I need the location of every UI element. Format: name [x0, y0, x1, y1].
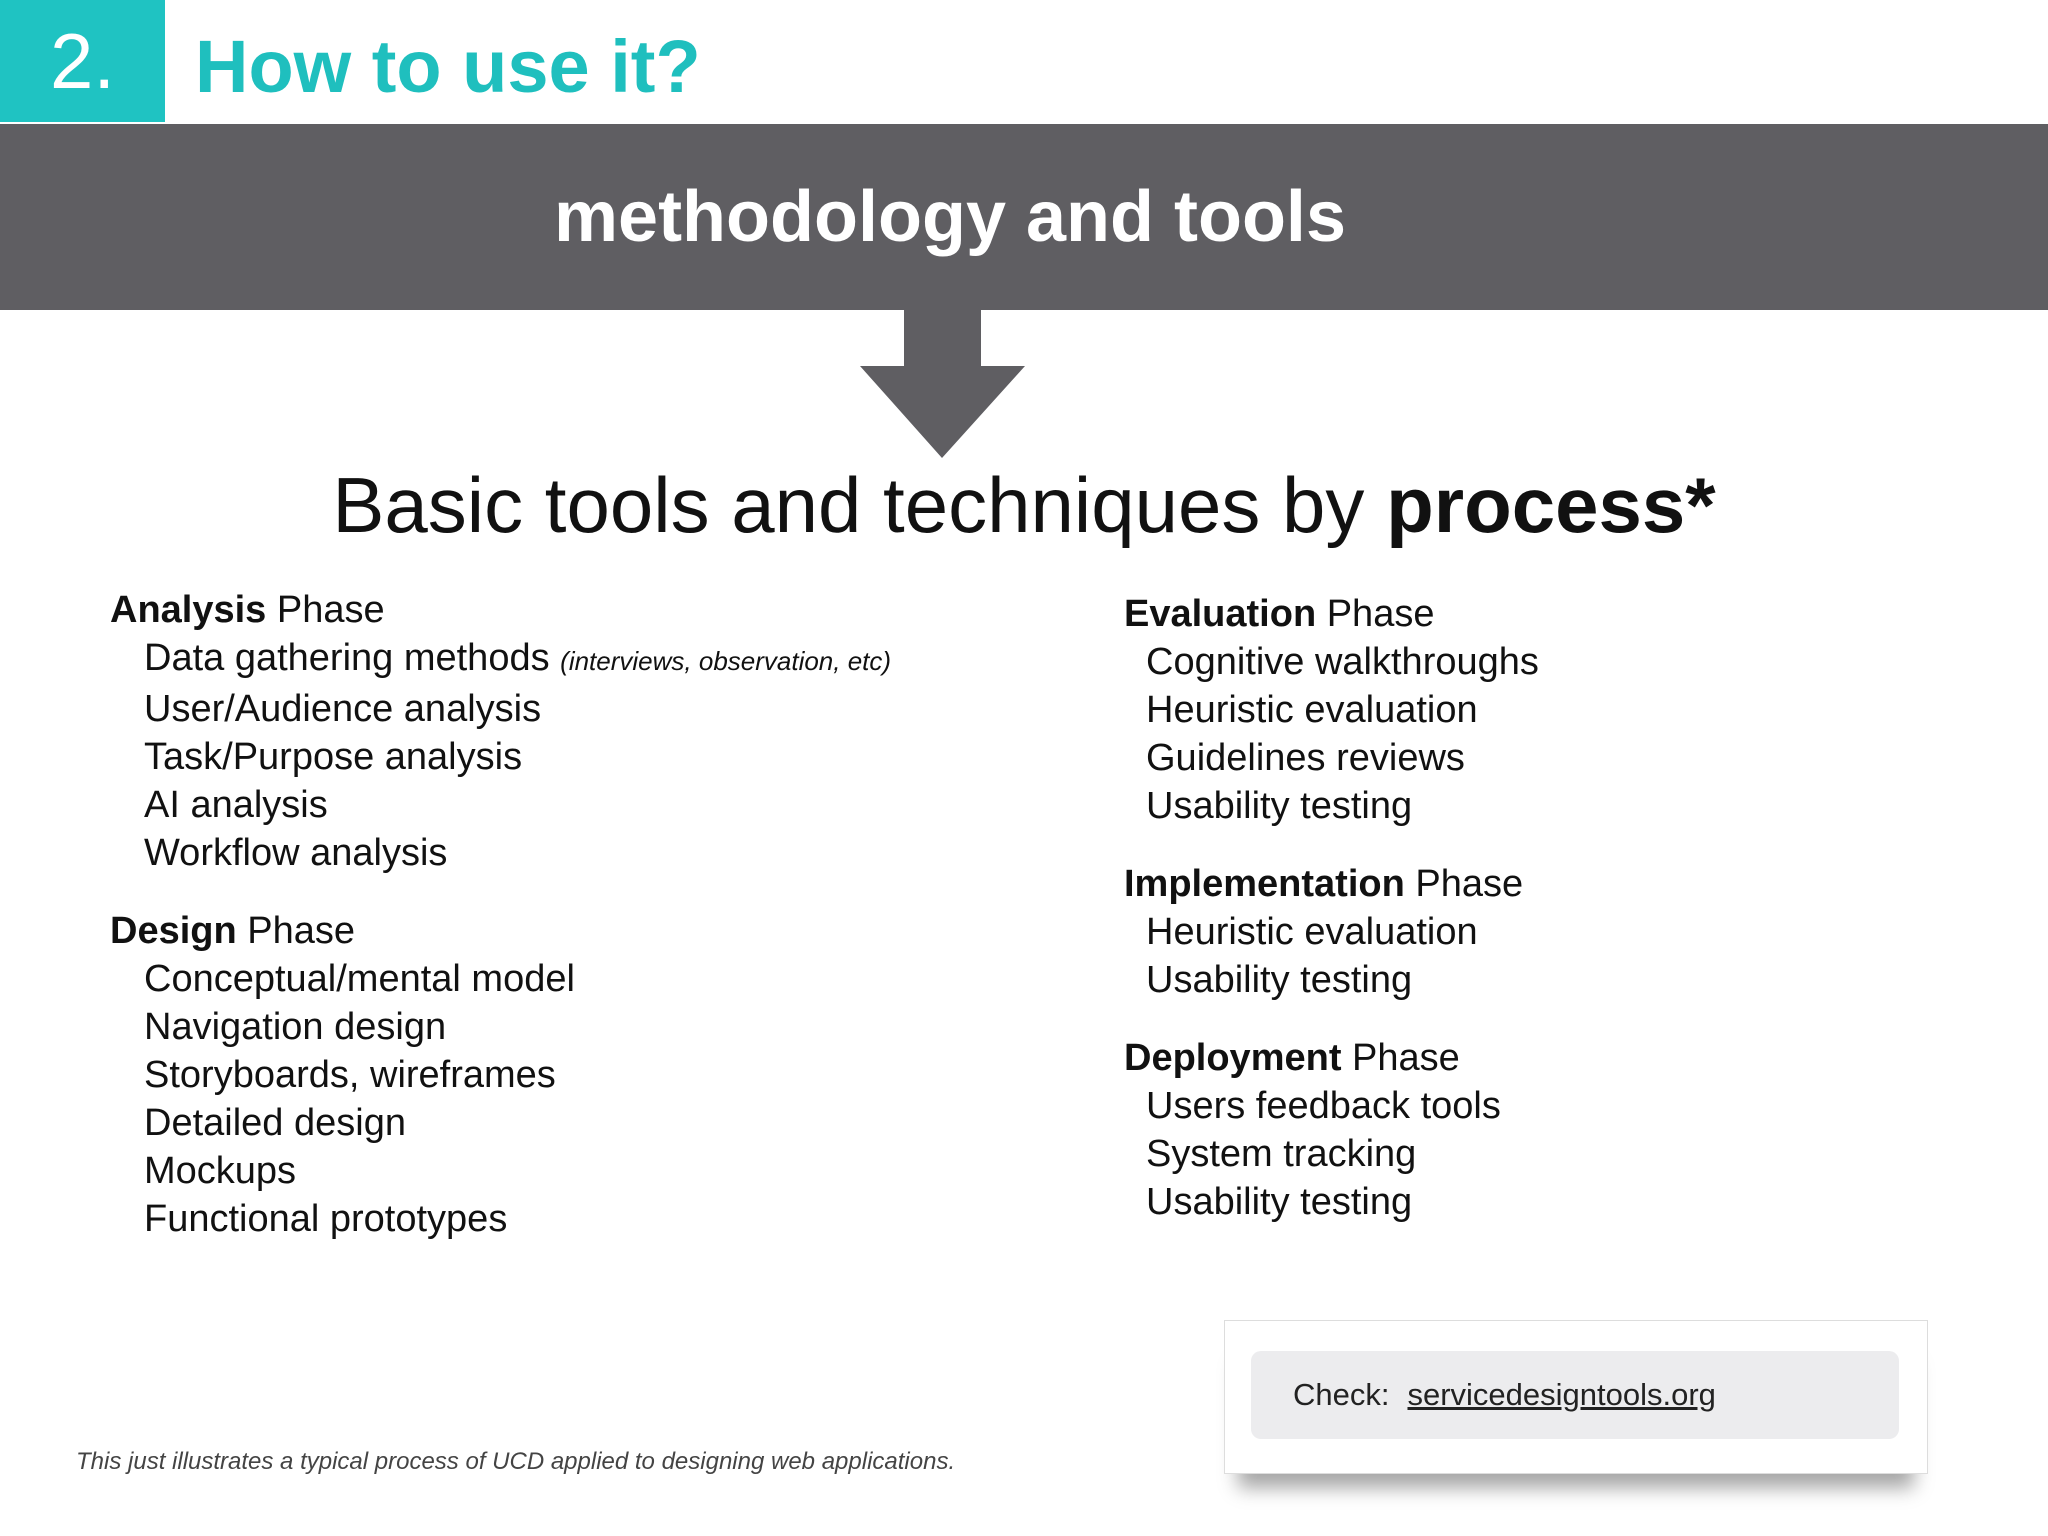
list-item: Conceptual/mental model [144, 958, 575, 1000]
phase-heading [110, 907, 891, 955]
phase-name: Implementation [1124, 863, 1405, 905]
check-card-inner [1251, 1351, 1899, 1439]
list-item: Users feedback tools [1146, 1085, 1501, 1127]
phase-name: Design [110, 910, 237, 952]
list-item: Usability testing [1146, 785, 1413, 827]
list-item: Navigation design [144, 1006, 447, 1048]
item-text: Data gathering methods [144, 637, 561, 679]
footnote: This just illustrates a typical process of UCD applied to designing web applications. [76, 1448, 956, 1475]
page-title: How to use it? [195, 25, 701, 108]
phase-heading [1124, 860, 1539, 908]
list-item: User/Audience analysis [144, 688, 542, 730]
banner-title: methodology and tools [554, 177, 1346, 257]
slide-subtitle [0, 460, 2048, 551]
right-column [1124, 590, 1539, 1256]
left-column [110, 586, 891, 1273]
phase-suffix: Phase [236, 910, 356, 952]
deployment-phase [1124, 1034, 1539, 1226]
list-item: Task/Purpose analysis [144, 736, 523, 778]
evaluation-phase [1124, 590, 1539, 830]
phase-name: Deployment [1124, 1037, 1342, 1079]
implementation-phase [1124, 860, 1539, 1004]
list-item: System tracking [1146, 1133, 1417, 1175]
list-item: Cognitive walkthroughs [1146, 641, 1539, 683]
servicedesigntools-link[interactable]: servicedesigntools.org [1407, 1377, 1716, 1412]
list-item: Workflow analysis [144, 832, 448, 874]
banner [0, 124, 2048, 310]
list-item [110, 634, 891, 685]
list-item: Mockups [144, 1150, 297, 1192]
list-item: Detailed design [144, 1102, 406, 1144]
list-item: Heuristic evaluation [1146, 689, 1478, 731]
down-arrow-icon [860, 308, 1025, 460]
check-label: Check: [1293, 1377, 1390, 1412]
phase-heading [1124, 1034, 1539, 1082]
list-item: AI analysis [144, 784, 328, 826]
phase-name: Evaluation [1124, 593, 1317, 635]
item-note: (interviews, observation, etc) [560, 646, 892, 676]
phase-suffix: Phase [1404, 863, 1524, 905]
phase-heading [1124, 590, 1539, 638]
phase-suffix: Phase [1341, 1037, 1460, 1079]
check-card [1224, 1320, 1928, 1474]
list-item: Usability testing [1146, 959, 1413, 1001]
list-item: Storyboards, wireframes [144, 1054, 556, 1096]
design-phase [110, 907, 891, 1243]
phase-heading [110, 586, 891, 634]
phase-suffix: Phase [266, 589, 385, 631]
list-item: Usability testing [1146, 1181, 1413, 1223]
phase-suffix: Phase [1316, 593, 1435, 635]
section-number: 2. [49, 16, 116, 105]
list-item: Guidelines reviews [1146, 737, 1465, 779]
section-number-badge [0, 0, 165, 122]
subtitle-regular: Basic tools and techniques by [332, 461, 1387, 549]
list-item: Heuristic evaluation [1146, 911, 1478, 953]
list-item: Functional prototypes [144, 1198, 508, 1240]
phase-name: Analysis [110, 589, 267, 631]
analysis-phase [110, 586, 891, 877]
subtitle-bold: process* [1386, 461, 1716, 549]
